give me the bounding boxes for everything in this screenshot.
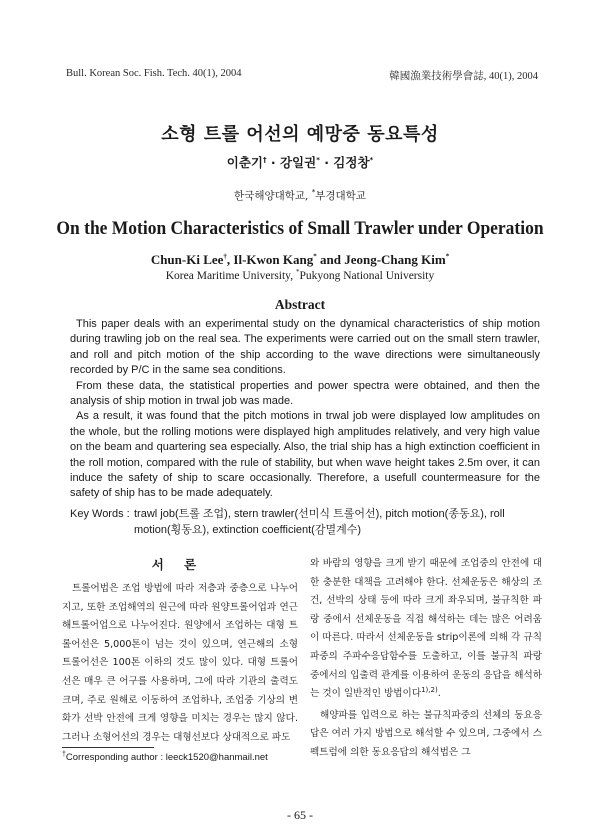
footnote-mark: † xyxy=(62,750,66,758)
korean-affiliation xyxy=(0,188,600,203)
english-affiliation xyxy=(0,270,600,282)
citation-ref: 1),2) xyxy=(421,685,438,694)
abstract-paragraph: As a result, it was found that the pitch motions in trwal job were displayed low amplitudes on the whole, but the rolling motions were displayed high amplitudes relatively, and very high value on the beam and quartering sea especially. Also, the trial ship has a high extinction coefficient in the roll motion, compared with the rule of stability, but when wave height takes 2.5m over, it can induce the safety of ship to scare occasionally. Therefore, a usefull countermeasure for the safety of ship has to be made adequately. xyxy=(70,410,540,500)
author-mark-dagger: † xyxy=(263,155,267,164)
keywords-text: trawl job(트롤 조업), stern trawler(선미식 트롤어선), pitch motion(종동요), roll motion(횡동요), extinction coefficient(감멸계수) xyxy=(134,508,505,536)
affiliation-en-2: Pukyong National University xyxy=(299,270,435,282)
body-text: . xyxy=(437,688,441,700)
abstract-paragraph: From these data, the statistical properties and power spectra were obtained, and then the analysis of ship motion in trwal job was made. xyxy=(70,379,540,408)
body-paragraph: 해양파를 입력으로 하는 불규칙파중의 선체의 동요응답은 여러 가지 방법으로 해석할 수 있으며, 그중에서 스펙트럼에 의한 동요응답의 해석법은 그 xyxy=(310,709,542,758)
abstract-body xyxy=(70,317,540,502)
affiliation-ko-2: 부경대학교 xyxy=(315,190,366,202)
body-column-left xyxy=(62,580,298,747)
abstract-paragraph: This paper deals with an experimental study on the dynamical characteristics of ship motion during trawling job on the real sea. The experiments were carried out on the small stern trawler, and roll and pitch motion of the ship according to the wave directions were simultaneously recorded by P/C in the same sea conditions. xyxy=(70,318,540,377)
korean-title: 소형 트롤 어선의 예망중 동요특성 xyxy=(161,124,439,145)
english-title: On the Motion Characteristics of Small Trawler under Operation xyxy=(56,218,544,239)
section-heading-introduction: 서 론 xyxy=(151,557,205,572)
keywords xyxy=(70,507,540,538)
affiliation-mark: * xyxy=(311,188,316,197)
author-3-en: and Jeong-Chang Kim xyxy=(316,252,446,267)
author-mark-dagger: † xyxy=(223,252,227,261)
footnote xyxy=(62,752,268,763)
footnote-rule xyxy=(62,747,154,748)
author-mark-star: * xyxy=(445,252,450,261)
author-1-ko: 이춘기 xyxy=(226,155,263,170)
author-mark-star: * xyxy=(313,252,317,261)
affiliation-en-1: Korea Maritime University, xyxy=(165,270,296,282)
author-2-ko: · 강일권 xyxy=(266,155,317,170)
affiliation-mark: * xyxy=(295,268,300,277)
author-1-en: Chun-Ki Lee xyxy=(150,252,224,267)
body-text: 와 바람의 영향을 크게 받기 때문에 조업중의 안전에 대한 충분한 대책을 고려해야 한다. 선체운동은 해상의 조건, 선박의 상태 등에 따라 크게 좌우되며, 불규칙한 파랑 중에서 선체운동을 직접 해석하는 데는 많은 어려움이 따른다. 따라서 선체운동을 strip이론에 의해 각 규칙파중의 주파수응답함수를 도출하고, 이를 불규칙 파랑 중에서의 입출력 관계를 이용하여 운동의 응답을 해석하는 것이 일반적인 방법이다 xyxy=(310,558,542,700)
body-paragraph: 트롤어법은 조업 방법에 따라 저층과 중층으로 나누어지고, 또한 조업해역의 원근에 따라 원양트롤어업과 연근해트롤어업으로 나누어진다. 원양에서 조업하는 대형 트롤어선은 5,000톤이 넘는 것이 있으며, 연근해의 소형 트롤어선은 100톤 이하의 것도 많이 있다. 대형 트롤어선은 매우 큰 어구를 사용하며, 그에 따라 기관의 출력도 크며, 주로 원해로 이동하여 조업하나, 조업중 기상의 변화가 선박 안전에 크게 영향을 미치는 경우는 많지 않다. 그러나 소형어선의 경우는 대형선보다 상대적으로 파도 xyxy=(62,583,298,743)
body-column-right xyxy=(310,555,542,763)
affiliation-ko-1: 한국해양대학교, xyxy=(234,190,312,202)
keywords-label: Key Words : xyxy=(70,508,130,520)
body-paragraph xyxy=(310,555,542,704)
english-authors xyxy=(0,252,600,268)
page-number: - 65 - xyxy=(287,808,313,822)
footnote-text: Corresponding author : leeck1520@hanmail.net xyxy=(65,752,268,763)
running-header-left: Bull. Korean Soc. Fish. Tech. 40(1), 2004 xyxy=(66,68,242,79)
author-mark-star: * xyxy=(316,155,320,164)
author-3-ko: · 김정창 xyxy=(319,155,370,170)
running-header-right: 韓國漁業技術學會誌, 40(1), 2004 xyxy=(389,71,538,82)
korean-authors xyxy=(0,153,600,171)
author-2-en: , Il-Kwon Kang xyxy=(226,252,314,267)
abstract-heading: Abstract xyxy=(274,297,326,312)
author-mark-star: * xyxy=(369,155,374,164)
